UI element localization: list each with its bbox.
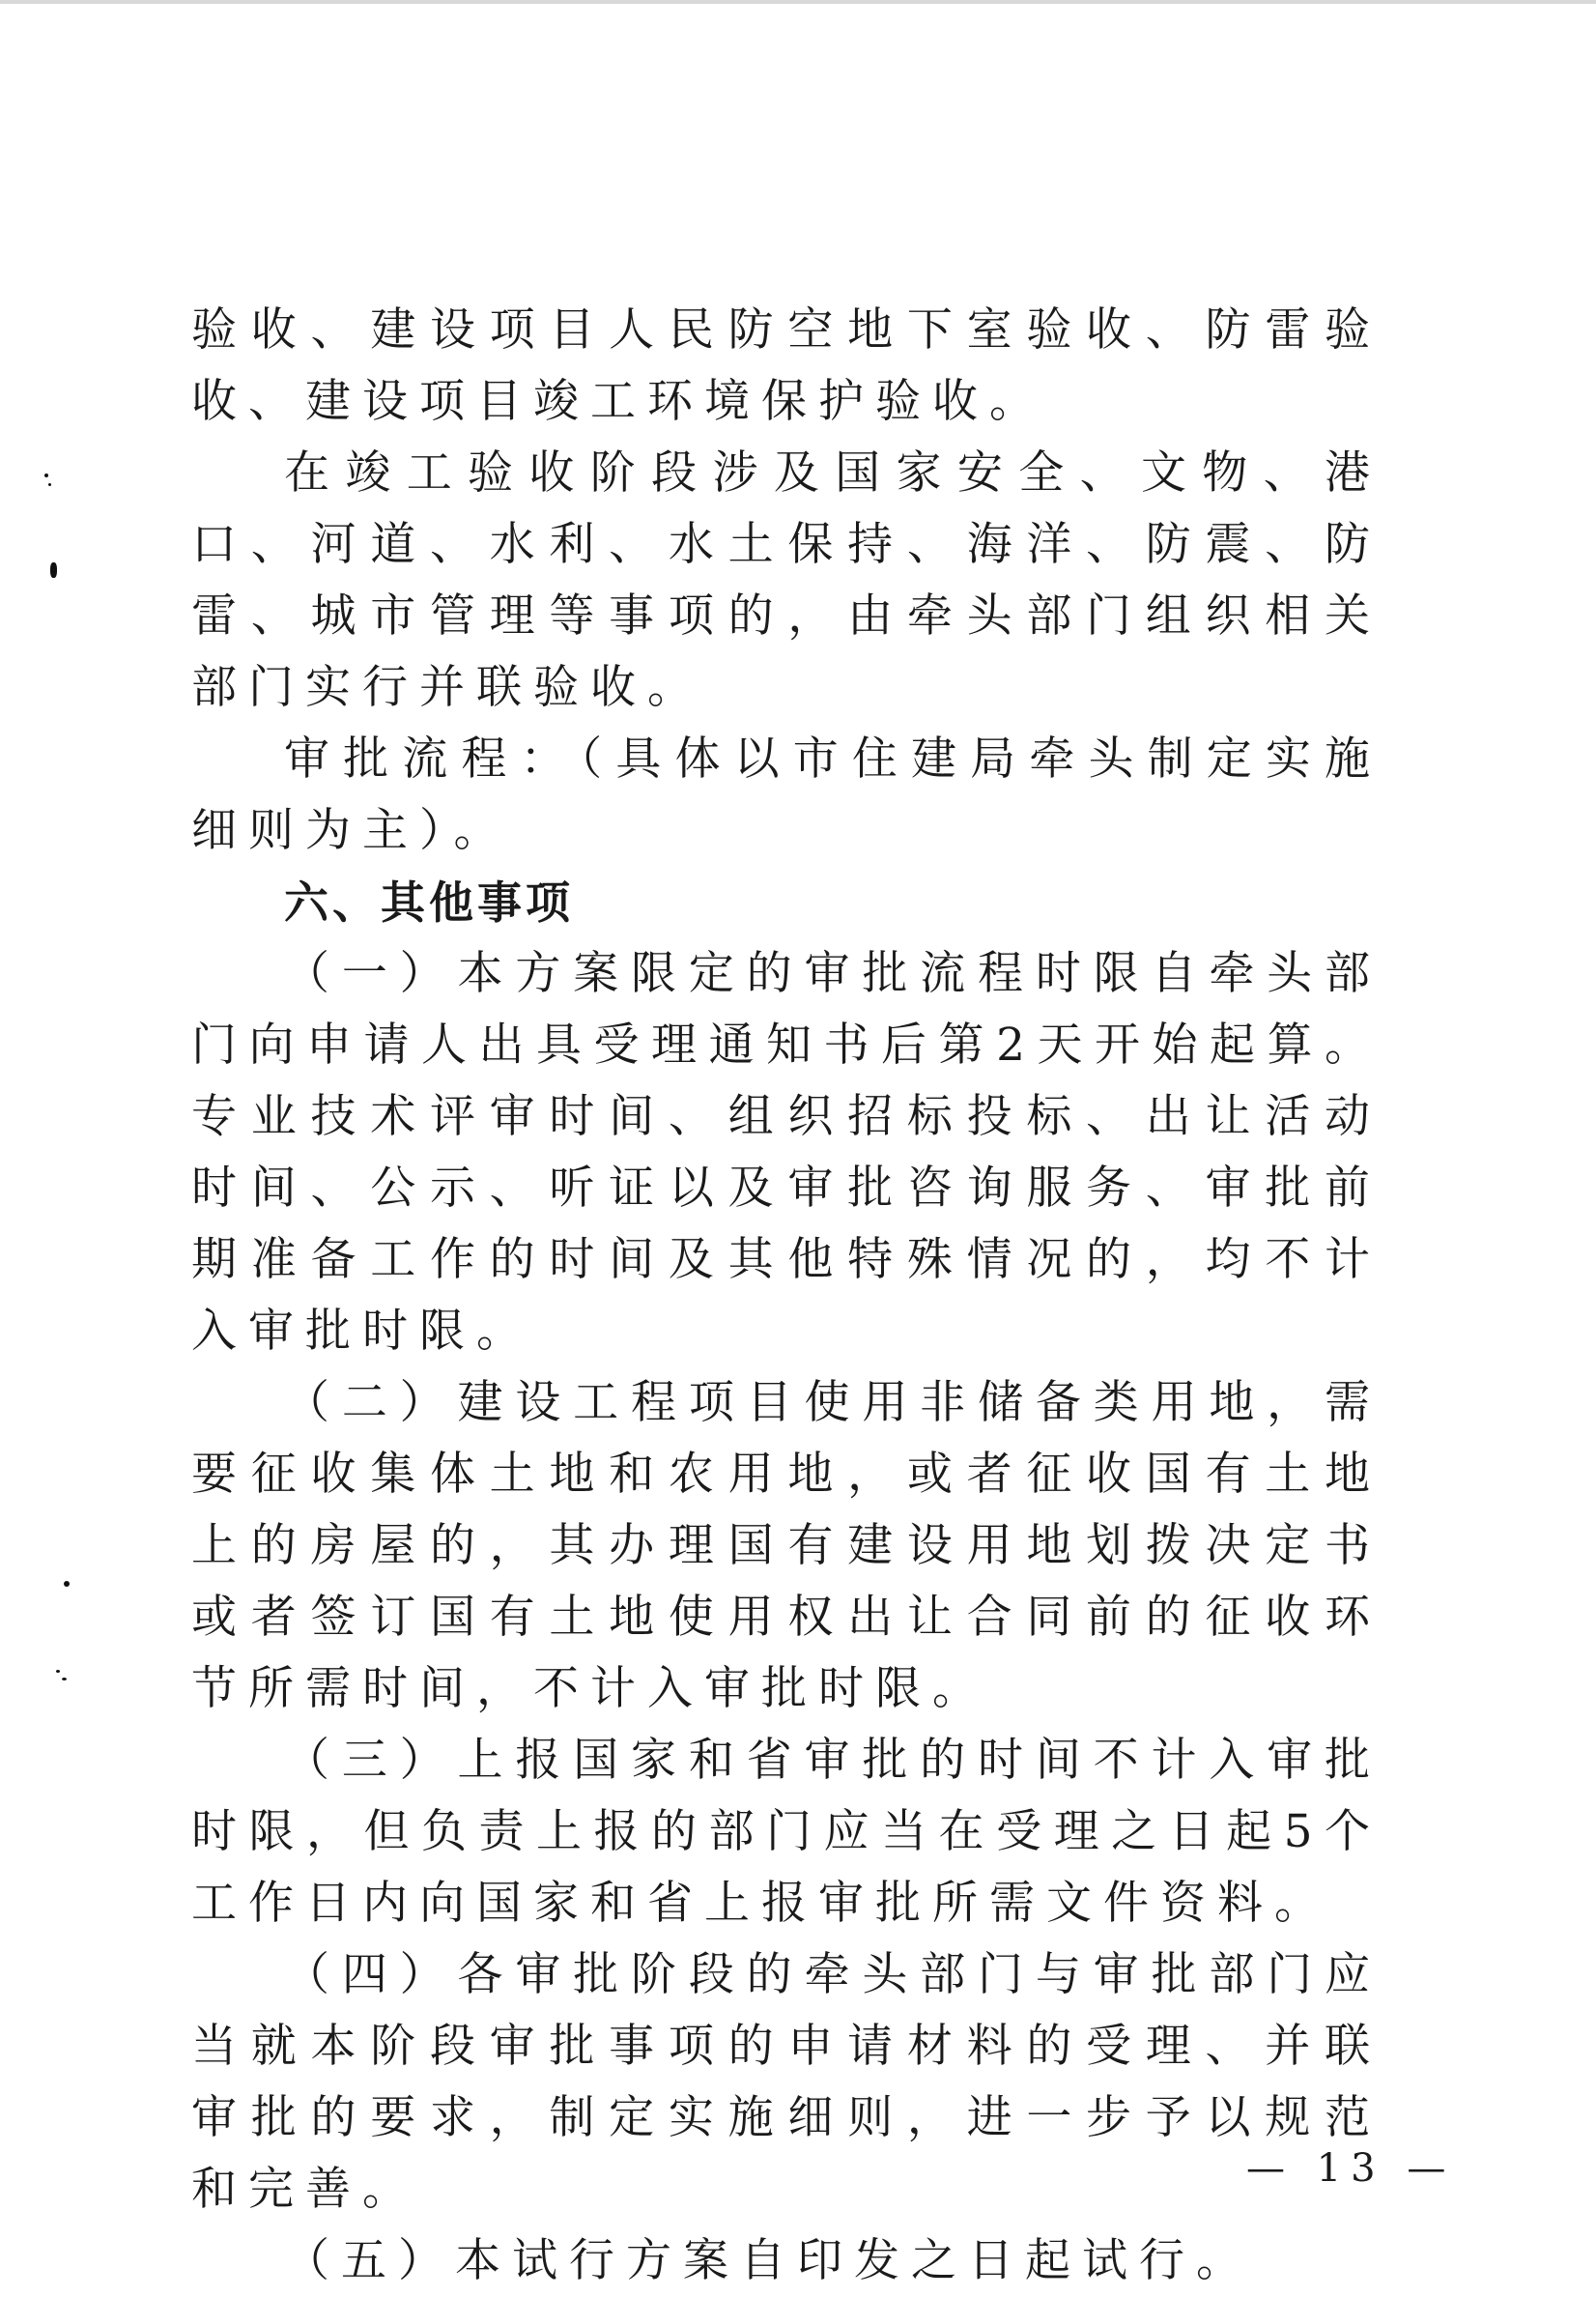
scan-speck xyxy=(62,1678,67,1680)
paragraph-item-2: （二）建设工程项目使用非储备类用地，需要征收集体土地和农用地，或者征收国有土地上的房屋的，其办理国有建设用地划拨决定书或者签订国有土地使用权出让合同前的征收环节所需时间，不计入审批时限。 xyxy=(191,1376,1382,1715)
paragraph-item-1: （一）本方案限定的审批流程时限自牵头部门向申请人出具受理通知书后第2天开始起算。专业技术评审时间、组织招标投标、出让活动时间、公示、听证以及审批咨询服务、审批前期准备工作的时间及其他特殊情况的，均不计入审批时限。 xyxy=(191,947,1382,1358)
scan-speck xyxy=(56,1670,60,1673)
scan-speck xyxy=(50,562,57,578)
paragraph-acceptance-items: 验收、建设项目人民防空地下室验收、防雷验收、建设项目竣工环境保护验收。 xyxy=(191,303,1382,428)
paragraph-approval-process: 审批流程：（具体以市住建局牵头制定实施细则为主）。 xyxy=(191,732,1382,857)
scan-top-edge xyxy=(0,0,1596,4)
page-number: — 13 — xyxy=(1246,2146,1456,2191)
paragraph-item-3: （三）上报国家和省审批的时间不计入审批时限，但负责上报的部门应当在受理之日起5个工作日内向国家和省上报审批所需文件资料。 xyxy=(191,1734,1382,1930)
paragraph-item-4: （四）各审批阶段的牵头部门与审批部门应当就本阶段审批事项的申请材料的受理、并联审批的要求，制定实施细则，进一步予以规范和完善。 xyxy=(191,1948,1382,2216)
section-heading-other-matters: 六、其他事项 xyxy=(284,876,574,929)
document-body xyxy=(191,295,1382,2297)
paragraph-joint-acceptance: 在竣工验收阶段涉及国家安全、文物、港口、河道、水利、水土保持、海洋、防震、防雷、城市管理等事项的，由牵头部门组织相关部门实行并联验收。 xyxy=(191,446,1382,714)
scan-speck xyxy=(64,1581,70,1587)
scan-speck xyxy=(48,483,51,486)
paragraph-item-5: （五）本试行方案自印发之日起试行。 xyxy=(284,2234,1253,2287)
scan-speck xyxy=(44,474,48,477)
